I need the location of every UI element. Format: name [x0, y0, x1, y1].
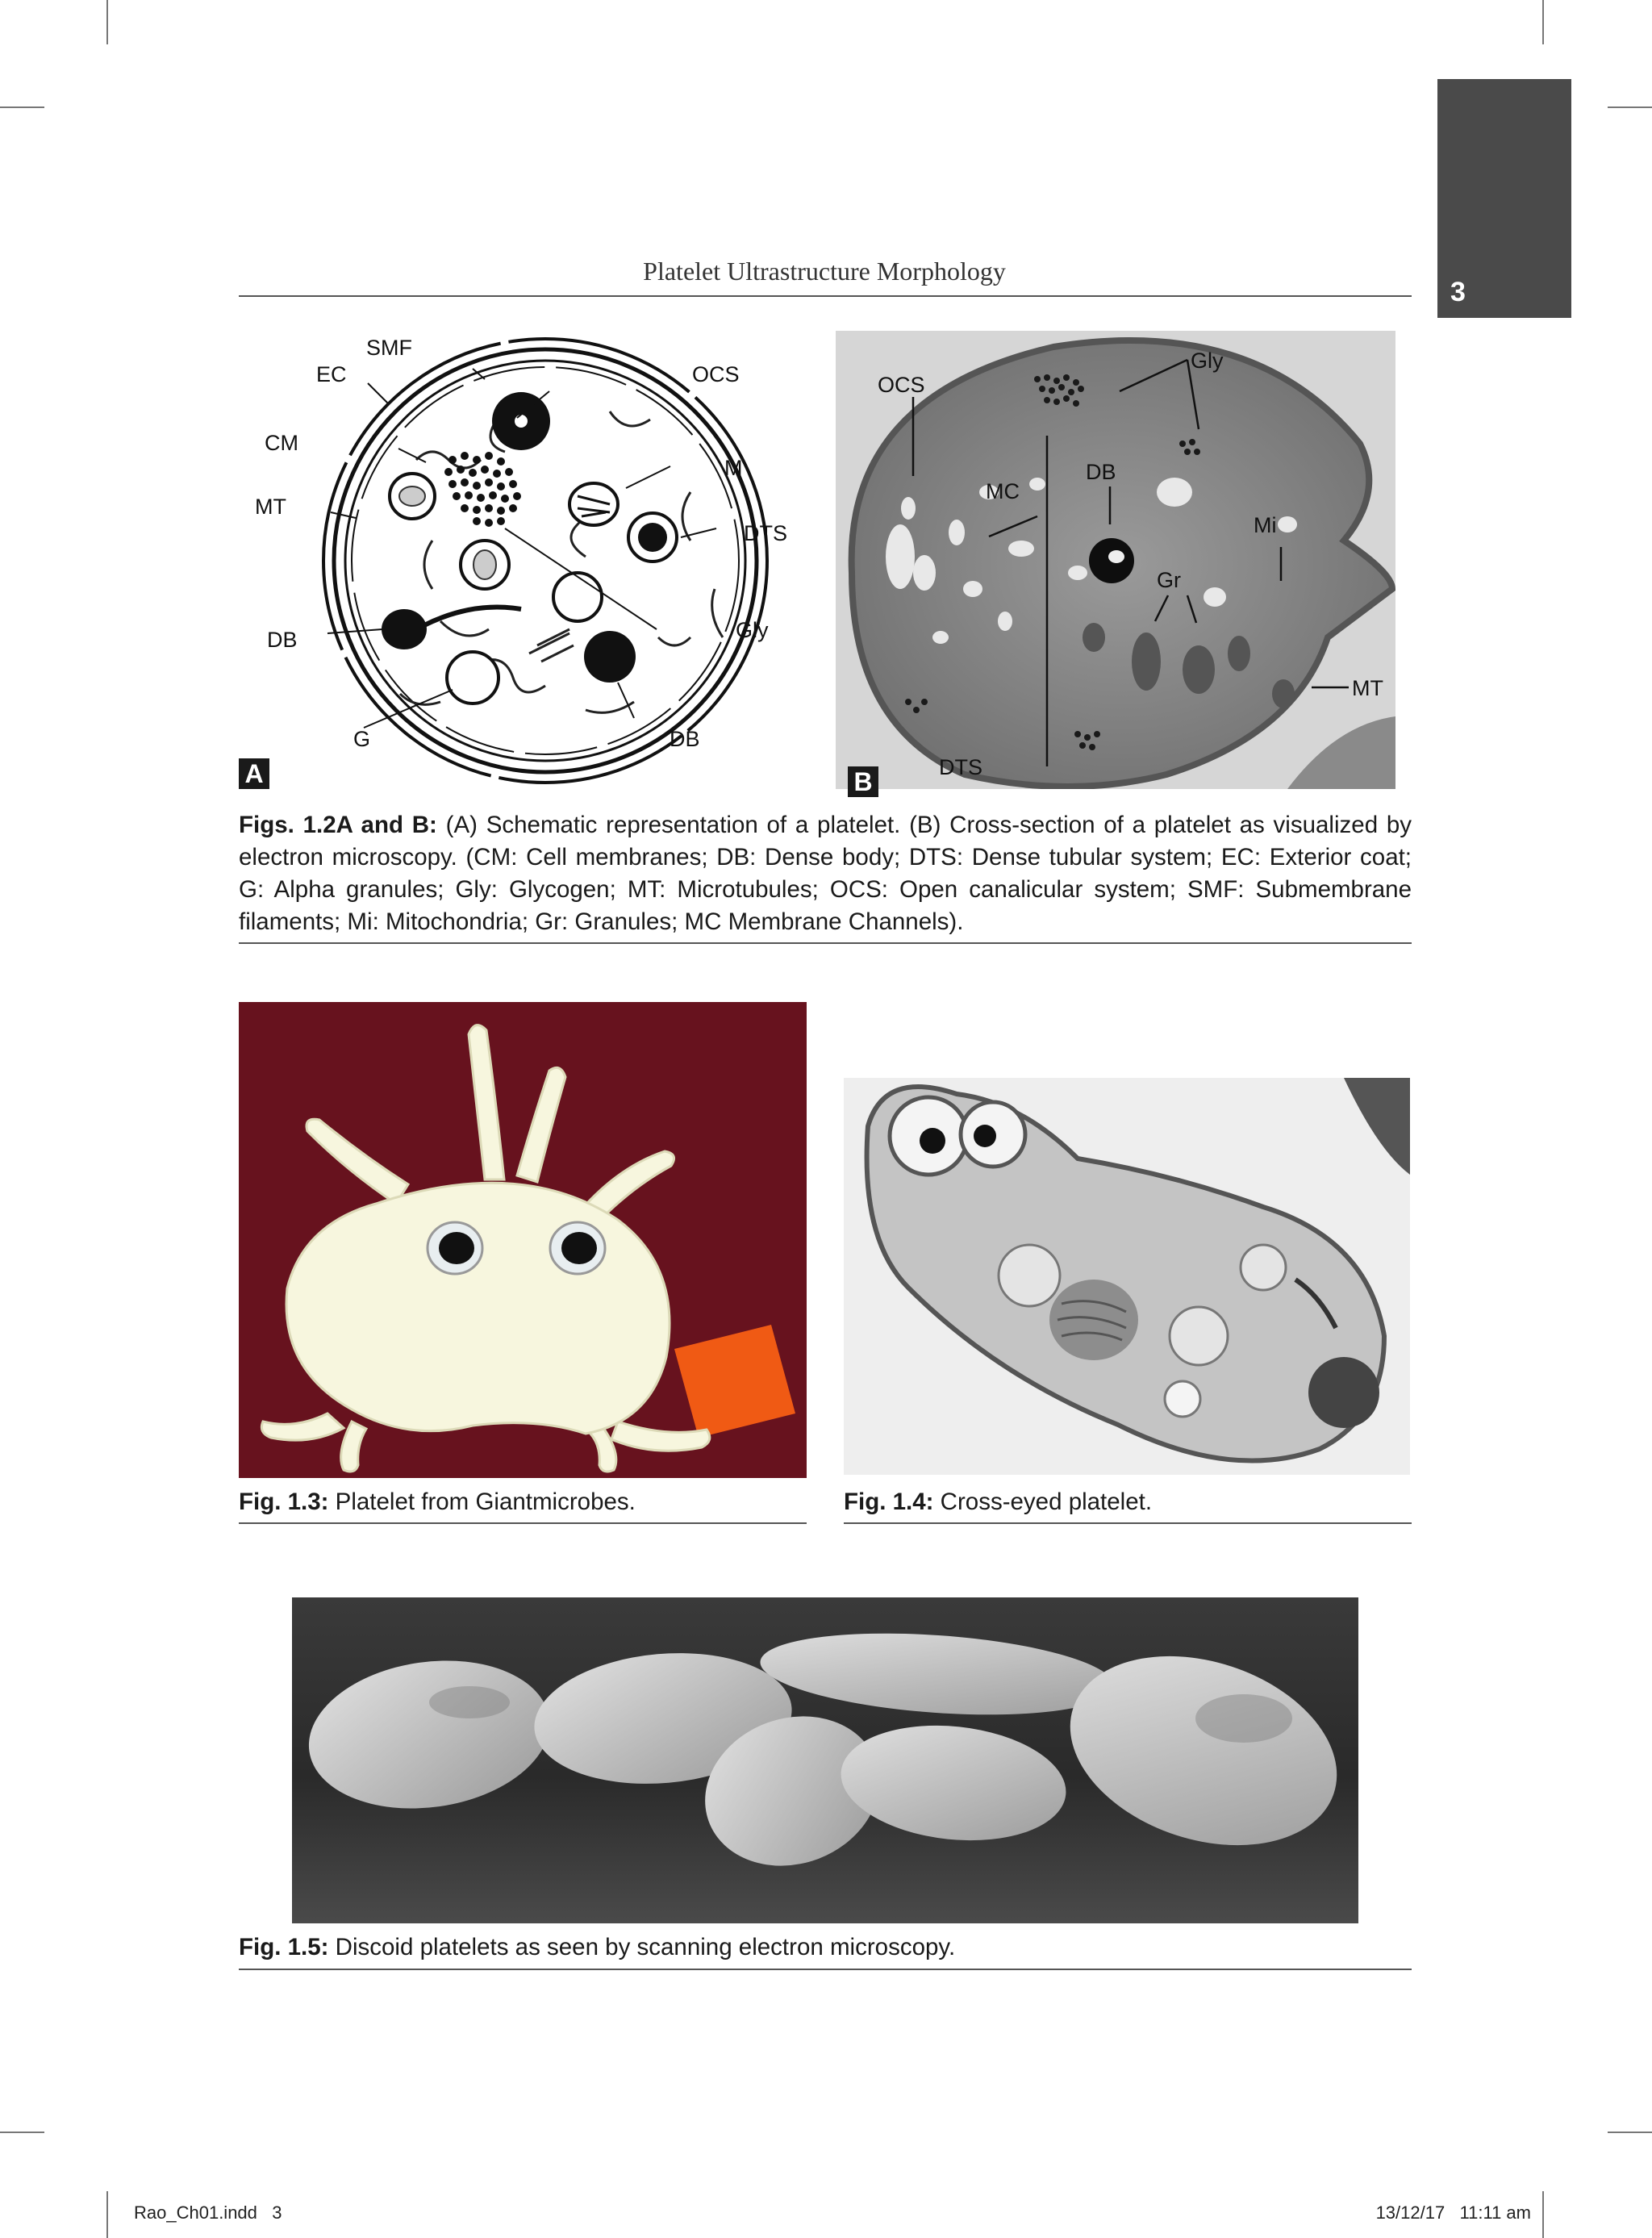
fig-1-2-caption [239, 809, 1412, 938]
label-ocs-b: OCS [878, 373, 925, 397]
caption-rule [844, 1522, 1412, 1524]
caption-text: Discoid platelets as seen by scanning electron microscopy. [328, 1934, 956, 1960]
label-smf: SMF [366, 336, 412, 360]
caption-label: Fig. 1.4: [844, 1489, 934, 1515]
caption-rule [239, 942, 1412, 944]
fig-1-3-caption [239, 1486, 807, 1518]
caption-rule [239, 1969, 1412, 1970]
label-gr-b: Gr [1157, 568, 1181, 592]
label-gly: Gly [736, 618, 769, 642]
crop-mark [0, 106, 44, 108]
caption-rule [239, 1522, 807, 1524]
label-gly-b: Gly [1191, 349, 1224, 373]
crop-mark [1608, 2132, 1652, 2133]
caption-label: Fig. 1.5: [239, 1934, 329, 1960]
footer-timestamp: 13/12/17 11:11 am [1375, 2203, 1531, 2223]
label-ec: EC [316, 362, 347, 386]
label-mc-b: MC [986, 479, 1020, 503]
label-db-left: DB [267, 628, 298, 652]
footer-file-name: Rao_Ch01.indd 3 [134, 2203, 282, 2223]
fig-1-4-caption [844, 1486, 1412, 1518]
fig-1-4-micrograph [844, 1078, 1410, 1475]
header-rule [239, 295, 1412, 297]
label-mi-b: Mi [1254, 513, 1277, 537]
fig-1-5-sem [292, 1597, 1358, 1923]
crop-mark [1542, 2191, 1544, 2238]
label-db-b: DB [1086, 460, 1116, 484]
fig-1-3-photo [239, 1002, 807, 1478]
page-number: 3 [1450, 277, 1466, 307]
caption-text: Cross-eyed platelet. [933, 1489, 1153, 1515]
crop-mark [1542, 0, 1544, 44]
label-dts-b: DTS [939, 755, 982, 779]
label-db-bottom: DB [670, 727, 700, 751]
caption-text: Platelet from Giantmicrobes. [328, 1489, 636, 1515]
fig-1-2a-schematic [239, 331, 803, 799]
label-dts: DTS [744, 521, 787, 545]
label-g: G [353, 727, 371, 751]
caption-label: Figs. 1.2A and B: [239, 812, 437, 838]
crop-mark [0, 2132, 44, 2133]
caption-label: Fig. 1.3: [239, 1489, 329, 1515]
label-m: M [724, 456, 743, 480]
caption-text: (A) Schematic representation of a platelet. (B) Cross-section of a platelet as visualized by electron microscopy. (CM: Cell membranes; DB: Dense body; DTS: Dense tubular system; EC: Exterior coat; G: Alpha granules; Gly: Glycogen; MT: Microtubules; OCS: Open canalicular system; SMF: Submembrane filaments; Mi: Mitochondria; Gr: Granules; MC Membrane Channels). [239, 812, 1412, 935]
crop-mark [1608, 106, 1652, 108]
fig-1-2b-micrograph [836, 331, 1395, 789]
panel-letter-a: A [239, 758, 269, 789]
label-mt-b: MT [1352, 676, 1383, 700]
label-cm: CM [265, 431, 298, 455]
running-head: Platelet Ultrastructure Morphology [643, 257, 1006, 286]
label-mt: MT [255, 495, 286, 519]
panel-letter-b: B [848, 766, 878, 797]
chapter-tab [1437, 79, 1571, 318]
fig-1-5-caption [239, 1931, 1412, 1964]
crop-mark [106, 2191, 108, 2238]
label-ocs: OCS [692, 362, 740, 386]
crop-mark [106, 0, 108, 44]
